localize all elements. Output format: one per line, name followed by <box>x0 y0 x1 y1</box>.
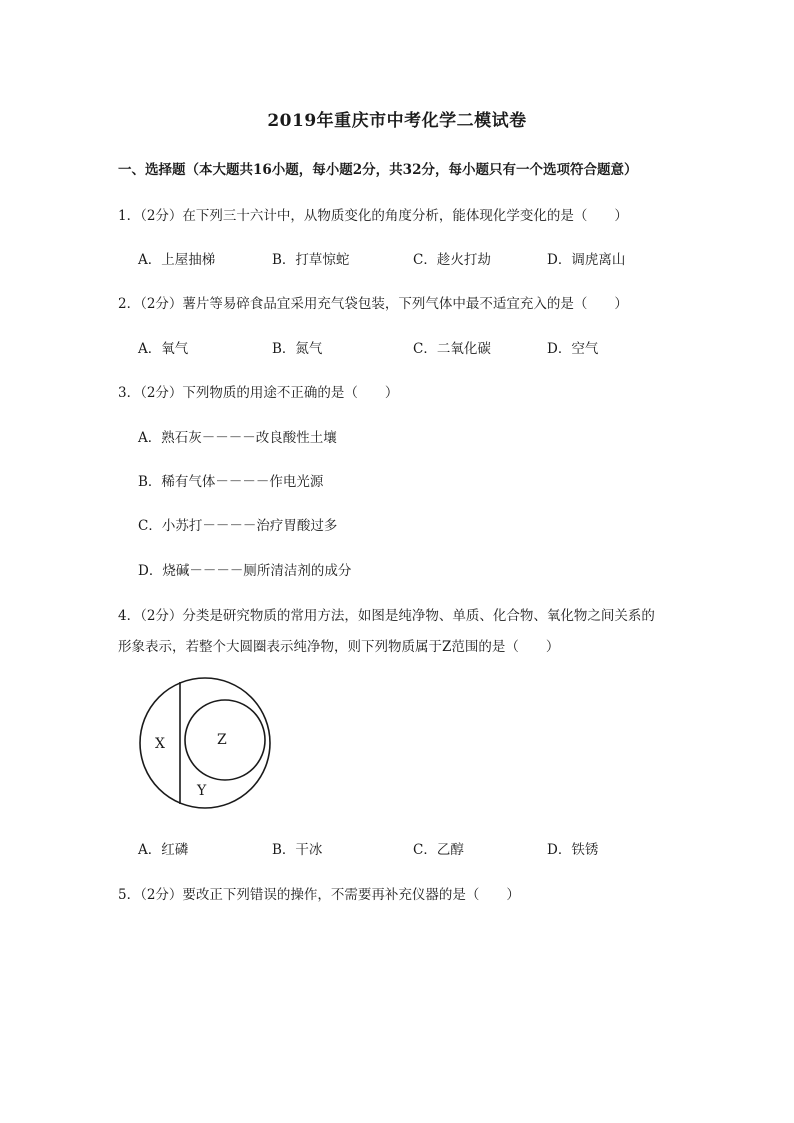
question-4-option-b: B．干冰 <box>272 842 323 858</box>
question-3-option-b: B．稀有气体－－－－作电光源 <box>138 474 324 490</box>
question-3-option-d: D．烧碱－－－－厕所清洁剂的成分 <box>138 563 352 579</box>
question-4-stem-line-2: 形象表示，若整个大圆圈表示纯净物，则下列物质属于Z范围的是（ ） <box>118 639 560 655</box>
classification-venn-diagram <box>136 676 276 812</box>
question-3-stem: 3．（2分）下列物质的用途不正确的是（ ） <box>118 385 399 401</box>
question-3-option-c: C．小苏打－－－－治疗胃酸过多 <box>138 518 338 534</box>
question-1-option-c: C．趁火打劫 <box>413 252 491 268</box>
question-1-option-d: D．调虎离山 <box>547 252 626 268</box>
question-2-option-a: A．氧气 <box>138 341 189 357</box>
question-3-option-a: A．熟石灰－－－－改良酸性土壤 <box>138 430 337 446</box>
question-4-stem-line-1: 4．（2分）分类是研究物质的常用方法，如图是纯净物、单质、化合物、氧化物之间关系的 <box>118 608 655 624</box>
question-4-option-d: D．铁锈 <box>547 842 599 858</box>
question-2-option-b: B．氮气 <box>272 341 323 357</box>
question-2-option-d: D．空气 <box>547 341 599 357</box>
label-z: Z <box>217 732 227 748</box>
question-4-option-a: A．红磷 <box>138 842 189 858</box>
question-2-stem: 2．（2分）薯片等易碎食品宜采用充气袋包装，下列气体中最不适宜充入的是（ ） <box>118 296 628 312</box>
question-2-option-c: C．二氧化碳 <box>413 341 491 357</box>
question-5-stem: 5．（2分）要改正下列错误的操作，不需要再补充仪器的是（ ） <box>118 887 520 903</box>
question-1-option-b: B．打草惊蛇 <box>272 252 350 268</box>
question-1-stem: 1．（2分）在下列三十六计中，从物质变化的角度分析，能体现化学变化的是（ ） <box>118 208 628 224</box>
label-x: X <box>155 736 165 752</box>
question-4-option-c: C．乙醇 <box>413 842 464 858</box>
question-1-option-a: A．上屋抽梯 <box>138 252 216 268</box>
page-title: 2019年重庆市中考化学二模试卷 <box>267 111 527 131</box>
label-y: Y <box>197 783 207 799</box>
section-heading: 一、选择题（本大题共16小题，每小题2分，共32分，每小题只有一个选项符合题意） <box>118 162 638 178</box>
